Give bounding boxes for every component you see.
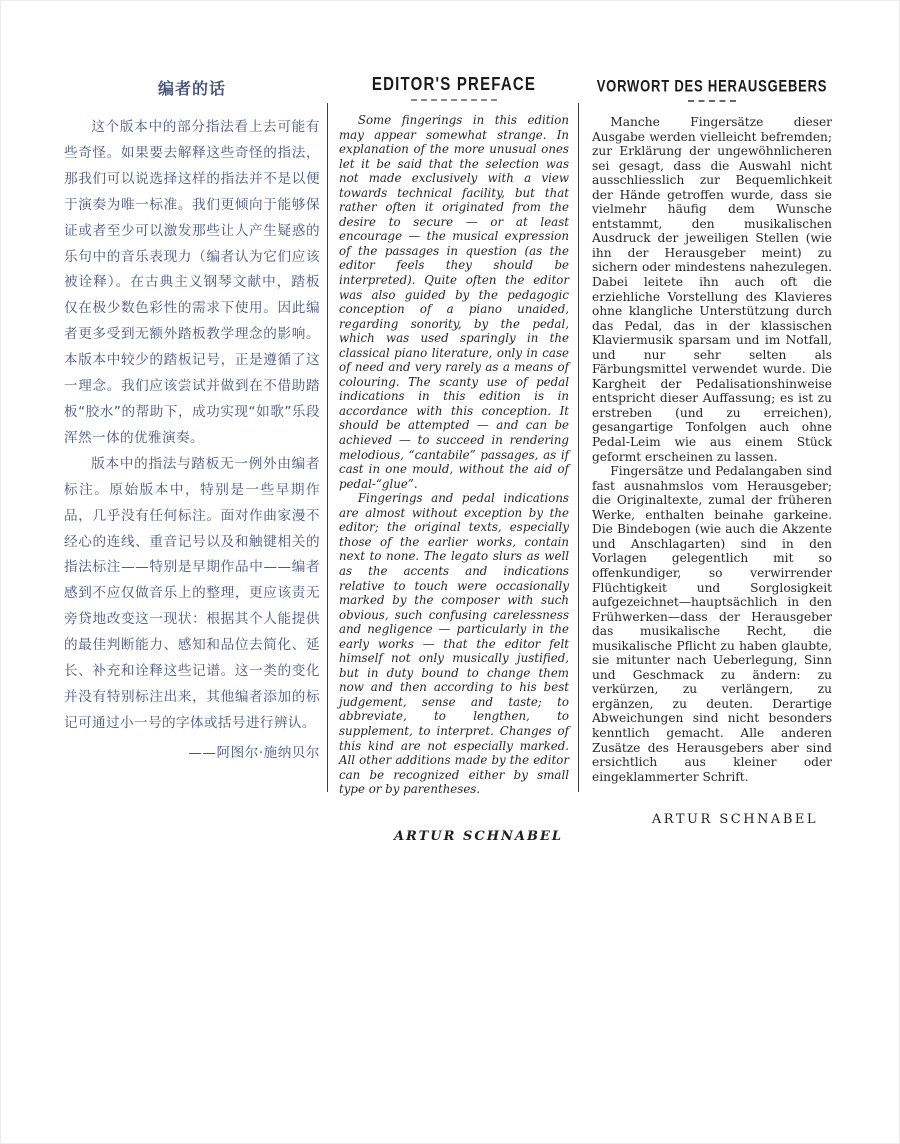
chinese-preface-column bbox=[64, 76, 320, 761]
english-body bbox=[339, 113, 569, 797]
column-divider-right bbox=[578, 103, 579, 792]
german-paragraph-2: Fingersätze und Pedalangaben sind fast ausnahmslos vom Herausgeber; die Originaltexte, zumal der früheren Werke, enthalten beinahe garkeine. Die Bindebogen (wie auch die Akzente und Anschlagarten) sind in den Vorlagen gelegentlich mit so offenkundiger, so verwirrender Flüchtigkeit und Sorglosigkeit aufgezeichnet—hauptsächlich in den Frühwerken—dass der Herausgeber das musikalische Recht, die musikalische Pflicht zu haben glaubte, sie mitunter nach Ueberlegung, Sinn und Geschmack zu ändern: zu verkürzen, zu verlängern, zu ergänzen, zu deuten. Derartige Abweichungen sind nicht besonders kenntlich gemacht. Alle anderen Zusätze des Herausgebers aber sind ersichtlich aus kleiner oder eingeklammerter Schrift. bbox=[592, 464, 832, 784]
german-title-underline bbox=[688, 100, 736, 102]
german-preface-column bbox=[592, 76, 832, 827]
english-paragraph-1: Some fingerings in this edition may appear somewhat strange. In explanation of the more unusual ones let it be said that the selection was not made exclusively with a view towards technical facility, but that rather often it originated from the desire to secure — or at least encourage — the musical expression of the passages in question (as the editor feels they should be interpreted). Quite often the editor was also guided by the pedagogic conception of a piano unaided, regarding sonority, by the pedal, which was used sparingly in the classical piano literature, only in case of need and very rarely as a means of colouring. The scanty use of pedal indications in this edition is in accordance with this conception. It should be attempted — and can be achieved — to succeed in rendering melodious, “cantabile” passages, as if cast in one mould, without the aid of pedal-“glue”. bbox=[339, 113, 569, 491]
english-preface-column bbox=[339, 74, 569, 844]
english-signature: ARTUR SCHNABEL bbox=[393, 828, 563, 844]
english-paragraph-2: Fingerings and pedal indications are almost without exception by the editor; the original texts, especially those of the earlier works, contain next to none. The legato slurs as well as the accents and indications relative to touch were occasionally marked by the composer with such obvious, such confusing carelessness and negligence — particularly in the early works — that the editor felt himself not only musically justified, but in duty bound to change them now and then according to his best judgement, sense and taste; to abbreviate, to lengthen, to supplement, to interpret. Changes of this kind are not especially marked. All other additions made by the editor can be recognized either by small type or by parentheses. bbox=[339, 491, 569, 797]
chinese-signature: ——阿图尔·施纳贝尔 bbox=[188, 744, 320, 761]
german-paragraph-1: Manche Fingersätze dieser Ausgabe werden vielleicht befremden; zur Erklärung der ungewöhnlicheren sei gesagt, dass die Auswahl nicht ausschliesslich zur Bequemlichkeit der Hände getroffen wurde, dass sie vielmehr häufig dem Wunsche entstammt, den musikalischen Ausdruck der jeweiligen Stellen (wie ihn der Herausgeber meint) zu sichern oder mindestens nahezulegen. Dabei leitete ihn auch oft die erziehliche Vorstellung des Klavieres ohne klangliche Unterstützung durch das Pedal, das in der klassischen Klaviermusik sparsam und im Notfall, und nur sehr selten als Färbungsmittel verwendet wurde. Die Kargheit der Pedalisationshinweise entspricht dieser Auffassung; es ist zu erstreben (und zu erreichen), gesangartige Tonfolgen auch ohne Pedal-Leim wie aus einem Stück geformt erscheinen zu lassen. bbox=[592, 115, 832, 464]
chinese-title: 编者的话 bbox=[157, 79, 226, 98]
chinese-paragraph-1: 这个版本中的部分指法看上去可能有些奇怪。如果要去解释这些奇怪的指法，那我们可以说选择这样的指法并不是以便于演奏为唯一标准。我们更倾向于能够保证或者至少可以激发那些让人产生疑惑的乐句中的音乐表现力（编者认为它们应该被诠释）。在古典主义钢琴文献中，踏板仅在极少数色彩性的需求下使用。因此编者更多受到无额外踏板教学理念的影响。本版本中较少的踏板记号，正是遵循了这一理念。我们应该尝试并做到在不借助踏板“胶水”的帮助下，成功实现“如歌”乐段浑然一体的优雅演奏。 bbox=[64, 119, 320, 446]
german-title: VORWORT DES HERAUSGEBERS bbox=[596, 76, 828, 96]
chinese-body bbox=[64, 115, 320, 737]
chinese-paragraph-2: 版本中的指法与踏板无一例外由编者标注。原始版本中，特别是一些早期作品，几乎没有任何标注。面对作曲家漫不经心的连线、重音记号以及和触键相关的指法标注——特别是早期作品中——编者感到不应仅做音乐上的整理，更应该责无旁贷地改变这一现状：根据其个人能提供的最佳判断能力、感知和品位去简化、延长、补充和诠释这些记谱。这一类的变化并没有特别标注出来，其他编者添加的标记可通过小一号的字体或括号进行辨认。 bbox=[64, 455, 320, 731]
english-title-underline bbox=[411, 99, 497, 101]
german-body bbox=[592, 115, 832, 784]
german-signature: ARTUR SCHNABEL bbox=[651, 812, 818, 828]
column-divider-left bbox=[327, 103, 328, 792]
english-title: EDITOR'S PREFACE bbox=[371, 74, 537, 95]
